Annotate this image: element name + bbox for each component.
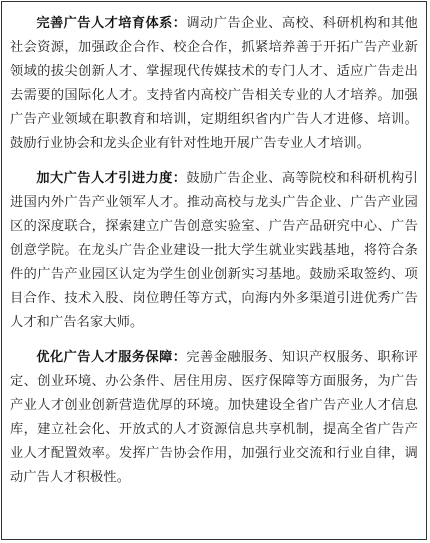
paragraph-body: 完善金融服务、知识产权服务、职称评定、创业环境、办公条件、居住用房、医疗保障等方面服务，为广告产业人才创业创新营造优厚的环境。加快建设全省广告产业人才信息库，建立社会化、开放式的人才资源信息共享机制，提高全省广告产业人才配置效率。发挥广告协会作用，加强行业交流和行业自律，调动广告人才积极性。 [10, 350, 418, 485]
document-frame [1, 1, 427, 540]
paragraph-heading: 加大广告人才引进力度： [36, 171, 187, 186]
paragraph-heading: 完善广告人才培育体系： [36, 16, 187, 31]
paragraph-body: 调动广告企业、高校、科研机构和其他社会资源，加强政企合作、校企合作，抓紧培养善于开拓广告产业新领域的拔尖创新人才、掌握现代传媒技术的专门人才、适应广告走出去需要的国际化人才。支持省内高校广告相关专业的人才培养。加强广告产业领域在职教育和培训，定期组织省内广告人才进修、培训。鼓励行业协会和龙头企业有针对性地开展广告专业人才培训。 [10, 16, 418, 151]
paragraph-talent-services [10, 346, 418, 490]
paragraph-talent-introduction [10, 167, 418, 335]
paragraph-talent-cultivation [10, 12, 418, 156]
paragraph-body: 鼓励广告企业、高等院校和科研机构引进国内外广告产业领军人才。推动高校与龙头广告企业、广告产业园区的深度联合，探索建立广告创意实验室、广告产品研究中心、广告创意学院。在龙头广告企业建设一批大学生就业实践基地，将符合条件的广告产业园区认定为学生创业创新实习基地。鼓励采取签约、项目合作、技术入股、岗位聘任等方式，向海内外多渠道引进优秀广告人才和广告名家大师。 [10, 171, 418, 330]
paragraph-heading: 优化广告人才服务保障： [36, 350, 187, 365]
